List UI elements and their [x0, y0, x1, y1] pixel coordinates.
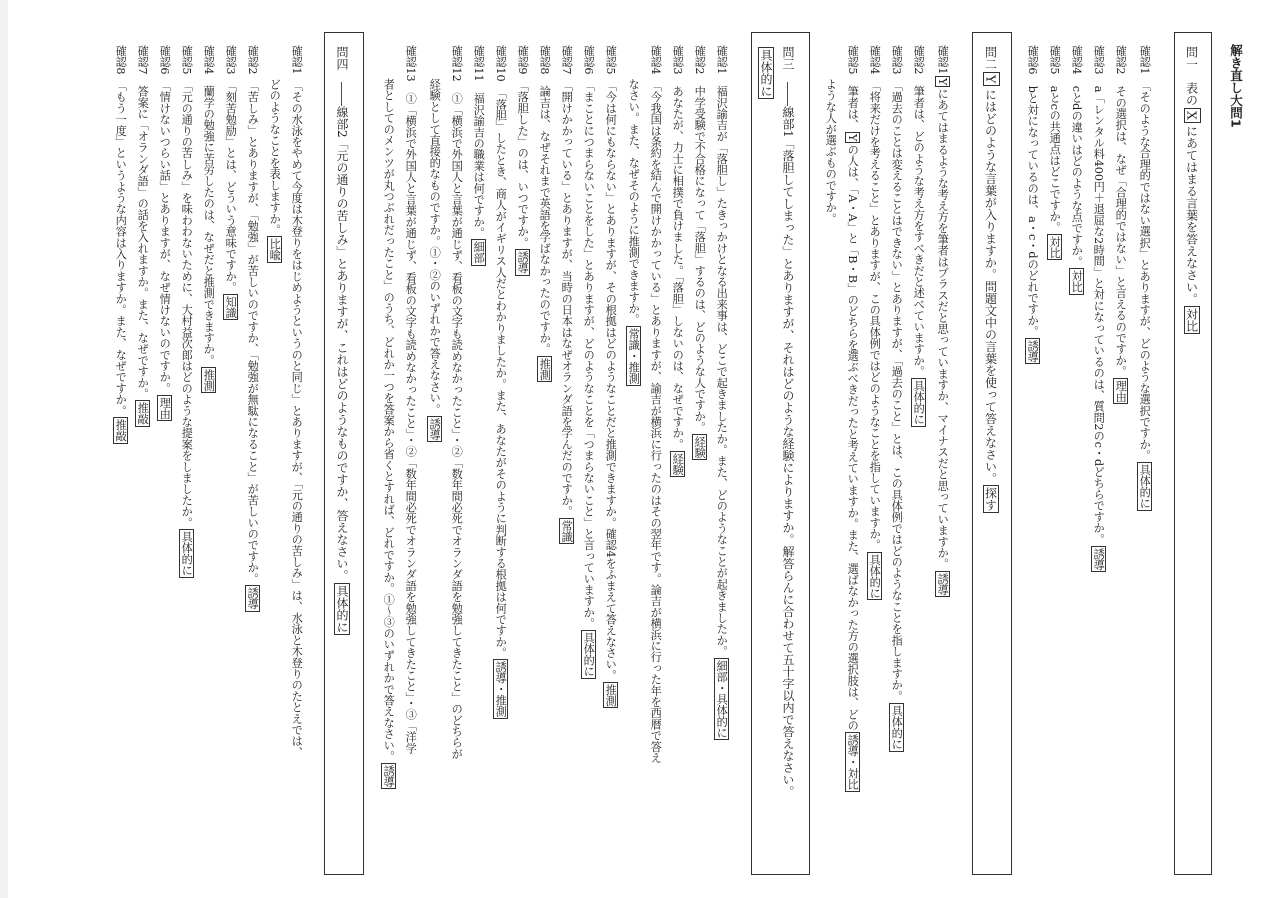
q1-check-5: 確認5 aとcの共通点はどこですか。対比 — [1048, 45, 1062, 259]
q3-check-7: 確認7 「開けかかっている」とありますが、当時の日本はなぜオランダ語を学んだのですか。常識 — [560, 45, 574, 543]
q3-check-6: 確認6 「まことにつまらないことをした」とありますが、どのようなことを「つまらないこと」と言っていますか。具体的に — [582, 45, 596, 677]
q2-check-1: 確認1Yにあてはまるような考え方を筆者はプラスだと思っていますか、マイナスだと思っていますか。誘導 — [936, 45, 950, 595]
q3-check-3: 確認3 あなたが、力士に相撲で負けました。「落胆」しないのは、なぜですか。経験 — [671, 45, 685, 476]
question-4-box — [324, 32, 364, 875]
q4-check-1-cont: どのようなことを表しますか。比喩 — [268, 45, 282, 261]
question-4-heading: 問四 ――線部2「元の通りの苦しみ」とありますが、これはどのようなものですか、答えなさい。具体的に — [335, 46, 349, 633]
q3-check-12-cont: 経験として直接的なものですか。①・②のいずれかで答えなさい。誘導 — [428, 45, 442, 441]
q1-check-2: 確認2 その選択は、なぜ「合理的ではない」と言えるのですか。理由 — [1114, 45, 1128, 403]
q4-check-5: 確認5 「元の通りの苦しみ」を味わわないために、大村益次郎はどのような提案をしましたか。具体的に — [180, 45, 194, 576]
q2-check-2: 確認2 筆者は、どのような考え方をすべきだと述べていますか。具体的に — [912, 45, 926, 425]
q4-check-4: 確認4 蘭学の勉強に苦労したのは、なぜだと推測できますか。推測 — [202, 45, 216, 392]
q4-check-8: 確認8 「もう一度」というような内容は入りますか。また、なぜですか。推敲 — [114, 45, 128, 442]
q4-check-6: 確認6 「情けないつらい話」とありますが、なぜ情けないのですか。理由 — [158, 45, 172, 420]
question-1-heading: 問一 表のXにあてはまる言葉を答えなさい。対比 — [1184, 46, 1200, 332]
q3-check-11: 確認11 福沢諭吉の職業は何ですか。細部 — [472, 45, 486, 264]
page-title: 解き直し大問1 — [1228, 44, 1244, 128]
q3-check-1: 確認1 福沢諭吉が「落胆し」たきっかけとなる出来事は、どこで起きましたか。また、どのようなことが起きましたか。細部・具体的に — [715, 45, 729, 739]
q2-check-4: 確認4 「将来だけを考えること」とありますが、この具体例ではどのようなことを指していますか。具体的に — [868, 45, 882, 599]
question-2-box — [972, 32, 1012, 875]
q3-check-8: 確認8 論吉は、なぜそれまで英語を学ばなかったのですか。推測 — [538, 45, 552, 380]
q2-check-5-cont: ような人が選ぶものですか。 — [824, 45, 838, 225]
q4-check-3: 確認3 「刻苦勉励」とは、どういう意味ですか。知識 — [224, 45, 238, 319]
q4-check-1: 確認1 「その水泳をやめて今度は木登りをはじめようというのと同じ」とありますが、「元の通りの苦しみ」は、水泳と木登りのたとえでは、 — [290, 45, 304, 758]
question-1-box — [1174, 32, 1212, 875]
q2-check-3: 確認3 「過去のことは変えることはできない」とありますが、「過去のこと」とは、この具体例ではどのようなことを指しますか。具体的に — [890, 45, 904, 750]
question-3-heading: 問三 ――線部1「落胆してしまった」とありますが、それはどのような経験によりますか。解答らんに合わせて五十字以内で答えなさい。 — [781, 46, 795, 798]
q3-check-13: 確認13 ①「横浜で外国人と言葉が通じず、看板の文字も読めなかったこと」・②「数年間必死でオランダ語を勉強してきたこと」・③「洋学 — [404, 45, 418, 754]
q3-check-9: 確認9 「落胆した」のは、いつですか。誘導 — [516, 45, 530, 274]
q1-check-1: 確認1 「そのような合理的ではない選択」とありますが、どのような選択ですか。具体的に — [1138, 45, 1152, 509]
q3-check-12: 確認12 ①「横浜で外国人と言葉が通じず、看板の文字も読めなかったこと」・②「数年間必死でオランダ語を勉強してきたこと」のどちらが — [450, 45, 464, 760]
worksheet-page — [8, 0, 1280, 898]
question-3-tag: 具体的に — [759, 49, 773, 97]
q2-check-5: 確認5 筆者は、Yの人は、「A・A」と「B・B」のどちらを選ぶべきだったと考えていますか。また、選ばなかった方の選択肢は、どの誘導・対比 — [846, 45, 860, 790]
q1-check-3: 確認3 a「レンタル料400円＋退屈な2時間」と対になっているのは、質問2のc・dどちらですか。誘導 — [1092, 45, 1106, 571]
q3-check-4: 確認4 「今我国は条約を結んで開けかかっている」とありますが、諭吉が横浜に行ったのはその翌年です。論吉が横浜に行った年を西暦で答え — [649, 45, 663, 764]
q3-check-2: 確認2 中学受験で不合格になって「落胆」するのは、どのような人ですか。経験 — [693, 45, 707, 459]
q3-check-5: 確認5 「今は何にもならない」とありますが、その根拠はどのようなことだと推測できますか。確認4をふまえて答えなさい。推測 — [604, 45, 618, 707]
question-2-heading: 問二Yにはどのような言葉が入りますか。問題文中の言葉を使って答えなさい。探す — [983, 46, 999, 512]
q3-check-13-cont: 者としてのメンツが丸つぶれだったこと」のうち、どれか一つを答案から省くとすれば、どれですか。①〜③のいずれかで答えなさい。誘導 — [382, 45, 396, 788]
q1-check-6: 確認6 bと対になっているのは、a・c・dのどれですか。誘導 — [1026, 45, 1040, 363]
q3-check-4-cont: なさい。また、なぜそのように推測できますか。常識・推測 — [627, 45, 641, 384]
q3-check-10: 確認10 「落胆」したとき、商人がイギリス人だとわかりましたか。また、あなたがそのように判断する根拠は何ですか。誘導・推測 — [494, 45, 508, 718]
q1-check-4: 確認4 cとdの違いはどのような点ですか。対比 — [1070, 45, 1084, 293]
q4-check-2: 確認2 「苦しみ」とありますが、「勉強」が苦しいのですか、「勉強が無駄になること」が苦しいのですか。誘導 — [246, 45, 260, 610]
q4-check-7: 確認7 答案に「オランダ語」の話を入れますか。また、なぜですか。推敲 — [136, 45, 150, 425]
question-3-box — [751, 32, 810, 875]
